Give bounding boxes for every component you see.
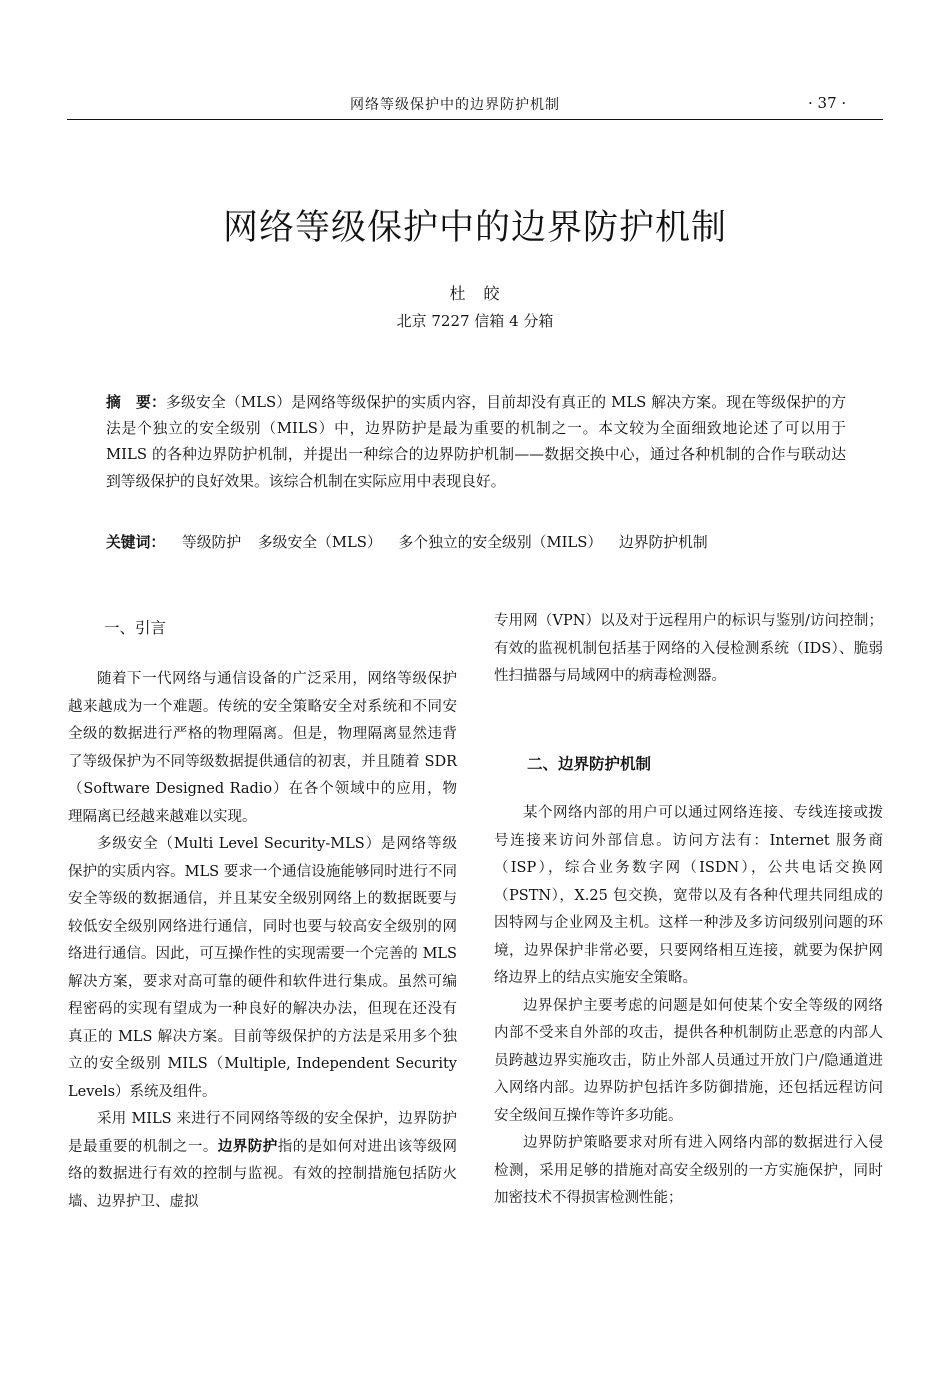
abstract (106, 390, 846, 495)
keyword: 等级防护 (181, 534, 242, 551)
paragraph: 边界保护主要考虑的问题是如何使某个安全等级的网络内部不受来自外部的攻击，提供各种机制防止恶意的内部人员跨越边界实施攻击，防止外部人员通过开放门户/隐通道进入网络内部。边界防护包括许多防御措施，还包括远程访问安全级间互操作等许多功能。 (494, 997, 883, 1124)
paragraph: 某个网络内部的用户可以通过网络连接、专线连接或拨号连接来访问外部信息。访问方法有：Internet 服务商（ISP），综合业务数字网（ISDN），公共电话交换网（PSTN），X.25 包交换，宽带以及有各种代理共同组成的因特网与企业网及主机。这样一种涉及多访问级别问题的环境，边界保护非常必要，只要网络相互连接，就要为保护网络边界上的结点实施安全策略。 (494, 805, 883, 986)
abstract-text: 多级安全（MLS）是网络等级保护的实质内容，目前却没有真正的 MLS 解决方案。现在等级保护的方法是个独立的安全级别（MILS）中，边界防护是最为重要的机制之一。本文较为全面细致地论述了可以用于 MILS 的各种边界防护机制，并提出一种综合的边界防护机制——数据交换中心，通过各种机制的合作与联动达到等级保护的良好效果。该综合机制在实际应用中表现良好。 (106, 394, 846, 490)
affiliation: 北京 7227 信箱 4 分箱 (396, 312, 554, 330)
running-title: 网络等级保护中的边界防护机制 (350, 97, 560, 113)
right-column-continuation (494, 608, 883, 691)
section-heading-intro: 一、引言 (104, 619, 167, 637)
paragraph: 专用网（VPN）以及对于远程用户的标识与鉴别/访问控制；有效的监视机制包括基于网络的入侵检测系统（IDS）、脆弱性扫描器与局域网中的病毒检测器。 (494, 613, 883, 684)
keyword: 边界防护机制 (618, 534, 708, 551)
page-number: · 37 · (808, 94, 847, 112)
abstract-label: 摘 要： (106, 394, 166, 411)
boundary-column (494, 800, 883, 1213)
article-title: 网络等级保护中的边界防护机制 (222, 208, 727, 248)
keywords-label: 关键词： (106, 534, 166, 551)
header-rule (67, 119, 883, 120)
paragraph: 随着下一代网络与通信设备的广泛采用，网络等级保护越来越成为一个难题。传统的安全策略安全对系统和不同安全级的数据进行严格的物理隔离。但是，物理隔离显然违背了等级保护为不同等级数据提供通信的初衷，并且随着 SDR（Software Designed Radio）在各个领域中的应用，物理隔离已经越来越难以实现。 (68, 671, 457, 825)
keywords (106, 530, 866, 556)
paragraph-part: 采用 MILS 来进行不同网络等级的安全保护，边界防护是最重要的机制之一。 (68, 1111, 457, 1155)
paragraph: 边界防护策略要求对所有进入网络内部的数据进行入侵检测，采用足够的措施对高安全级别的一方实施保护，同时加密技术不得损害检测性能； (494, 1135, 883, 1206)
author: 杜 皎 (449, 284, 501, 303)
keyword: 多级安全（MLS） (257, 534, 382, 551)
section-heading-boundary: 二、边界防护机制 (527, 755, 652, 773)
paragraph (68, 1106, 457, 1216)
term-boundary-protection: 边界防护 (217, 1138, 278, 1155)
paragraph-part: 指的是如何对进出该等级网络的数据进行有效的控制与监视。有效的控制措施包括防火墙、边界护卫、虚拟 (68, 1138, 458, 1210)
intro-column (68, 666, 457, 1216)
paragraph: 多级安全（Multi Level Security-MLS）是网络等级保护的实质内容。MLS 要求一个通信设施能够同时进行不同安全等级的数据通信，并且某安全级别网络上的数据既要与较低安全级别网络进行通信，同时也要与较高安全级别的网络进行通信。因此，可互操作性的实现需要一个完善的 MLS 解决方案，要求对高可靠的硬件和软件进行集成。虽然可编程密码的实现有望成为一种良好的解决办法，但现在还没有真正的 MLS 解决方案。目前等级保护的方法是采用多个独立的安全级别 MILS（Multiple, Independent Security Levels）系统及组件。 (68, 836, 457, 1100)
keyword: 多个独立的安全级别（MILS） (398, 534, 603, 551)
